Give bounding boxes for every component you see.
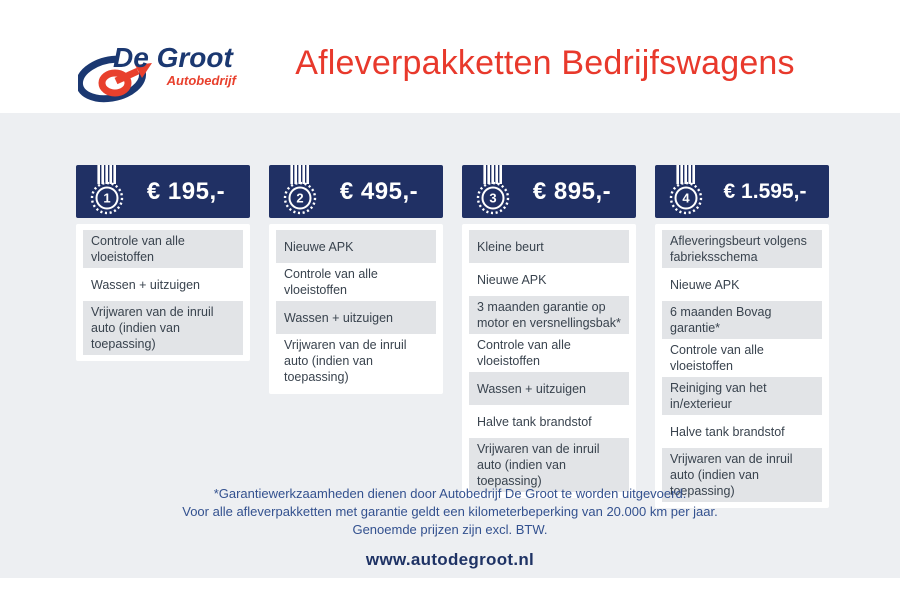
package-card — [462, 165, 636, 498]
package-price: € 895,- — [532, 177, 612, 205]
package-item: Controle van alle vloeistoffen — [284, 267, 378, 297]
svg-text:2: 2 — [296, 190, 304, 206]
package-item: Nieuwe APK — [670, 277, 740, 292]
package-items — [655, 224, 829, 508]
logo-name: De Groot — [113, 42, 233, 73]
header — [0, 0, 900, 113]
package-price: € 495,- — [339, 177, 419, 205]
package-item: Vrijwaren van de inruil auto (indien van toepassing) — [284, 338, 407, 384]
package-item: Wassen + uitzuigen — [91, 277, 200, 292]
page-title: Afleverpakketten Bedrijfswagens — [295, 44, 795, 82]
logo-subtitle: Autobedrijf — [166, 73, 236, 88]
degroot-logo — [78, 34, 243, 106]
package-header — [462, 165, 636, 218]
package-card — [76, 165, 250, 361]
package-item: 3 maanden garantie op motor en versnellingsbak* — [469, 296, 629, 334]
package-price: € 195,- — [146, 177, 226, 205]
package-card — [655, 165, 829, 508]
note-line-1: *Garantiewerkzaamheden dienen door Autobedrijf De Groot te worden uitgevoerd. — [213, 486, 687, 501]
package-item: Halve tank brandstof — [477, 414, 592, 429]
package-header — [269, 165, 443, 218]
note-line-3: Genoemde prijzen zijn excl. BTW. — [352, 522, 548, 537]
degroot-logo-graphic — [78, 34, 243, 106]
package-item: 6 maanden Bovag garantie* — [662, 301, 822, 339]
package-item: Controle van alle vloeistoffen — [477, 338, 571, 368]
medal-icon — [85, 165, 129, 217]
package-item: Wassen + uitzuigen — [276, 301, 436, 334]
package-items — [269, 224, 443, 394]
svg-text:4: 4 — [682, 190, 690, 206]
package-header — [655, 165, 829, 218]
package-item: Wassen + uitzuigen — [469, 372, 629, 405]
medal-icon — [471, 165, 515, 217]
package-item: Vrijwaren van de inruil auto (indien van toepassing) — [83, 301, 243, 355]
svg-text:3: 3 — [489, 190, 497, 206]
medal-icon — [278, 165, 322, 217]
package-item: Controle van alle vloeistoffen — [670, 343, 764, 373]
content-band — [0, 113, 900, 578]
package-card — [269, 165, 443, 394]
package-item: Controle van alle vloeistoffen — [83, 230, 243, 268]
package-item: Nieuwe APK — [477, 272, 547, 287]
package-item: Afleveringsbeurt volgens fabrieksschema — [662, 230, 822, 268]
package-price: € 1.595,- — [723, 179, 807, 203]
package-item: Halve tank brandstof — [670, 424, 785, 439]
footer-notes — [0, 485, 900, 539]
package-item: Vrijwaren van de inruil auto (indien van toepassing) — [662, 448, 822, 502]
medal-icon — [664, 165, 708, 217]
package-item: Reiniging van het in/exterieur — [662, 377, 822, 415]
package-item: Nieuwe APK — [276, 230, 436, 263]
packages-row — [76, 165, 829, 508]
package-header — [76, 165, 250, 218]
svg-text:1: 1 — [103, 190, 111, 206]
website-url: www.autodegroot.nl — [365, 550, 535, 569]
package-item: Vrijwaren van de inruil auto (indien van toepassing) — [469, 438, 629, 492]
package-items — [76, 224, 250, 361]
package-items — [462, 224, 636, 498]
package-item: Kleine beurt — [469, 230, 629, 263]
note-line-2: Voor alle afleverpakketten met garantie geldt een kilometerbeperking van 20.000 km per jaar. — [182, 504, 718, 519]
